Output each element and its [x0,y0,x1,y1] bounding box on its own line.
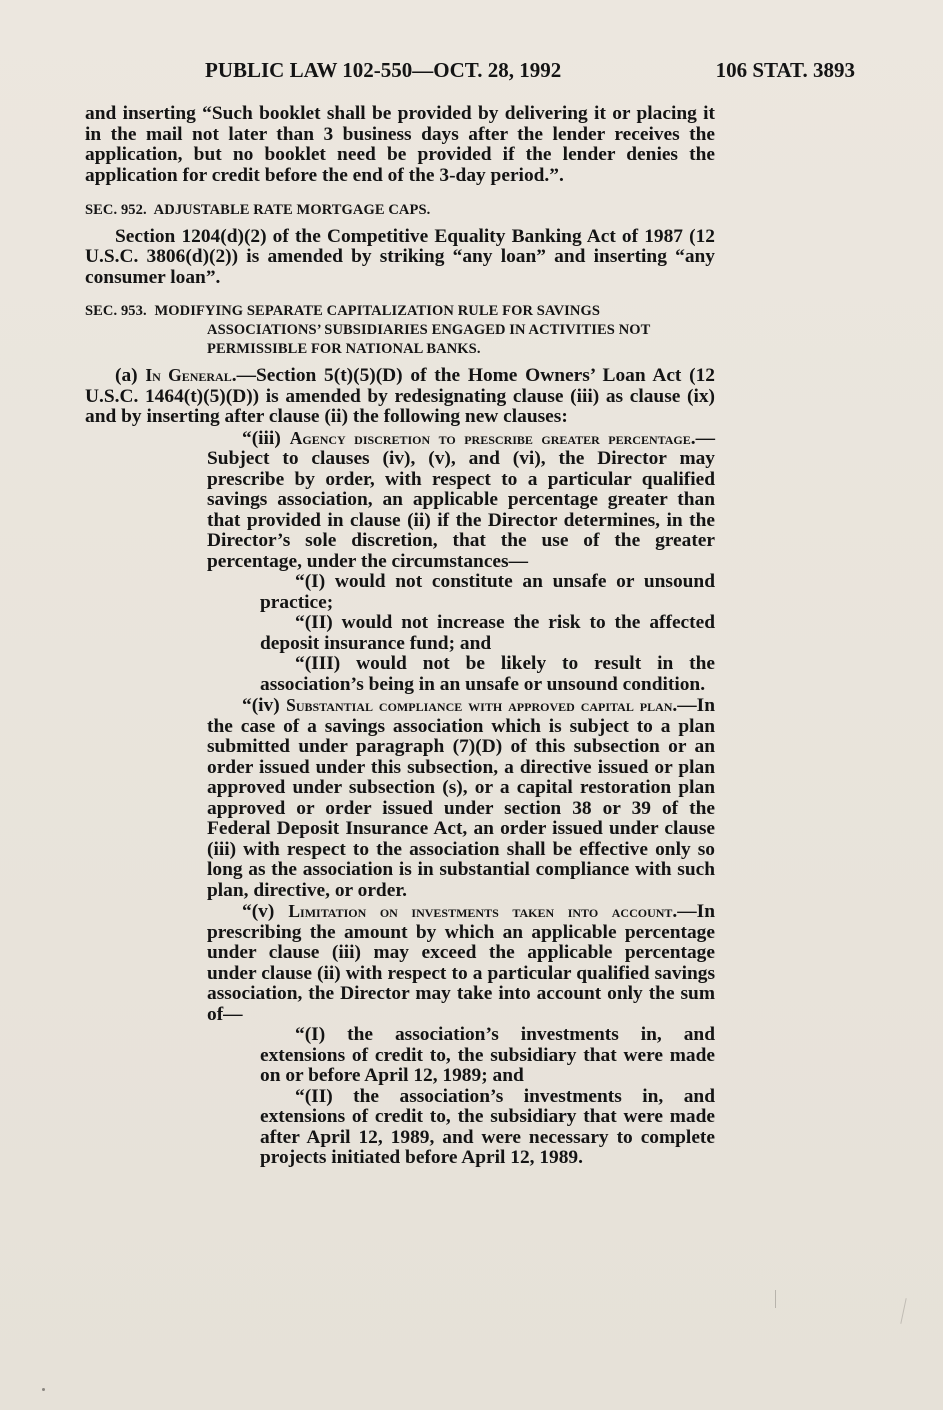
subclause-v-II: “(II) the association’s investments in, and extensions of credit to, the subsidiary that were made after April 12, 1989, and were necessary to complete projects initiated before April 12, 1989. [260,1085,715,1168]
paragraph-booklet: and inserting “Such booklet shall be provided by delivering it or placing it in the mail not later than 3 business days after the lender receives the application, but no booklet need be provided if the lender denies the application for credit before the end of the 3-day period.”. [85,103,715,186]
clause-iv [207,695,715,901]
section-952-title: ADJUSTABLE RATE MORTGAGE CAPS. [153,202,431,218]
clause-block [85,428,715,573]
header-public-law: PUBLIC LAW 102-550—OCT. 28, 1992 [205,58,562,82]
subclause-v-I: “(I) the association’s investments in, and extensions of credit to, the subsidiary that were made on or before April 12, 1989; and [260,1024,715,1086]
clause-v-subclauses [85,1025,715,1169]
subsection-a-text: .—Section 5(t)(5)(D) of the Home Owners’ Loan Act (12 U.S.C. 1464(t)(5)(D)) is amended by redesignating clause (iii) as clause (ix) and by inserting after clause (ii) the following new clauses: [85,365,715,427]
section-953-title: MODIFYING SEPARATE CAPITALIZATION RULE FOR SAVINGS ASSOCIATIONS’ SUBSIDIARIES ENGAGED IN ACTIVITIES NOT PERMISSIBLE FOR NATIONAL BANKS. [154,303,651,357]
subsection-a-label: (a) [115,365,146,386]
scan-mark-right-2 [900,1298,906,1324]
clause-v-text: .—In prescribing the amount by which an applicable percentage under clause (iii) may exceed the applicable percentage under clause (ii) with respect to a particular qualified savings association, the Director may take into account only the sum of— [207,901,715,1025]
subsection-a-heading: In General [145,365,232,385]
scan-mark-left [42,1388,45,1391]
clause-iv-heading: Substantial compliance with approved capital plan [286,695,673,715]
subclause-iii-III: “(III) would not be likely to result in the association’s being in an unsafe or unsound condition. [260,653,715,695]
subsection-a [85,365,715,428]
clause-iii-subclauses [85,572,715,695]
section-952-text: Section 1204(d)(2) of the Competitive Equality Banking Act of 1987 (12 U.S.C. 3806(d)(2)) is amended by striking “any loan” and inserting “any consumer loan”. [85,225,715,288]
clause-v [207,901,715,1025]
clause-iii [207,428,715,573]
clause-iii-text: .—Subject to clauses (iv), (v), and (vi), the Director may prescribe by order, with respect to a particular qualified savings association, an applicable percentage greater than that provided in clause (ii) if the Director determines, in the Director’s sole discretion, that the use of the greater percentage, under the circumstances— [207,427,715,572]
section-952-number: SEC. 952. [85,202,147,218]
clause-v-heading: Limitation on investments taken into account [288,901,673,921]
section-952-heading [85,200,715,221]
section-953-number: SEC. 953. [85,303,147,319]
clause-iii-label: “(iii) [242,427,290,449]
document-body [85,104,715,1169]
section-953-heading [85,302,715,359]
header-stat-page: 106 STAT. 3893 [715,58,855,82]
clause-iv-label: “(iv) [242,695,287,716]
clause-iv-block [85,695,715,1025]
clause-v-label: “(v) [242,901,289,922]
scan-mark-right-1 [775,1290,776,1308]
clause-iv-text: .—In the case of a savings association which is subject to a plan submitted under paragraph (7)(D) of this subsection or an order issued under this subsection, a directive issued or plan approved under subsection (s), or a capital restoration plan approved or order issued under section 38 or 39 of the Federal Deposit Insurance Act, an order issued under clause (iii) with respect to the association shall be effective only so long as the association is in substantial compliance with such plan, directive, or order. [207,695,715,901]
subclause-iii-II: “(II) would not increase the risk to the affected deposit insurance fund; and [260,612,715,654]
subclause-iii-I: “(I) would not constitute an unsafe or unsound practice; [260,571,715,613]
page-header [85,58,855,86]
clause-iii-heading: Agency discretion to prescribe greater percentage [289,427,691,448]
